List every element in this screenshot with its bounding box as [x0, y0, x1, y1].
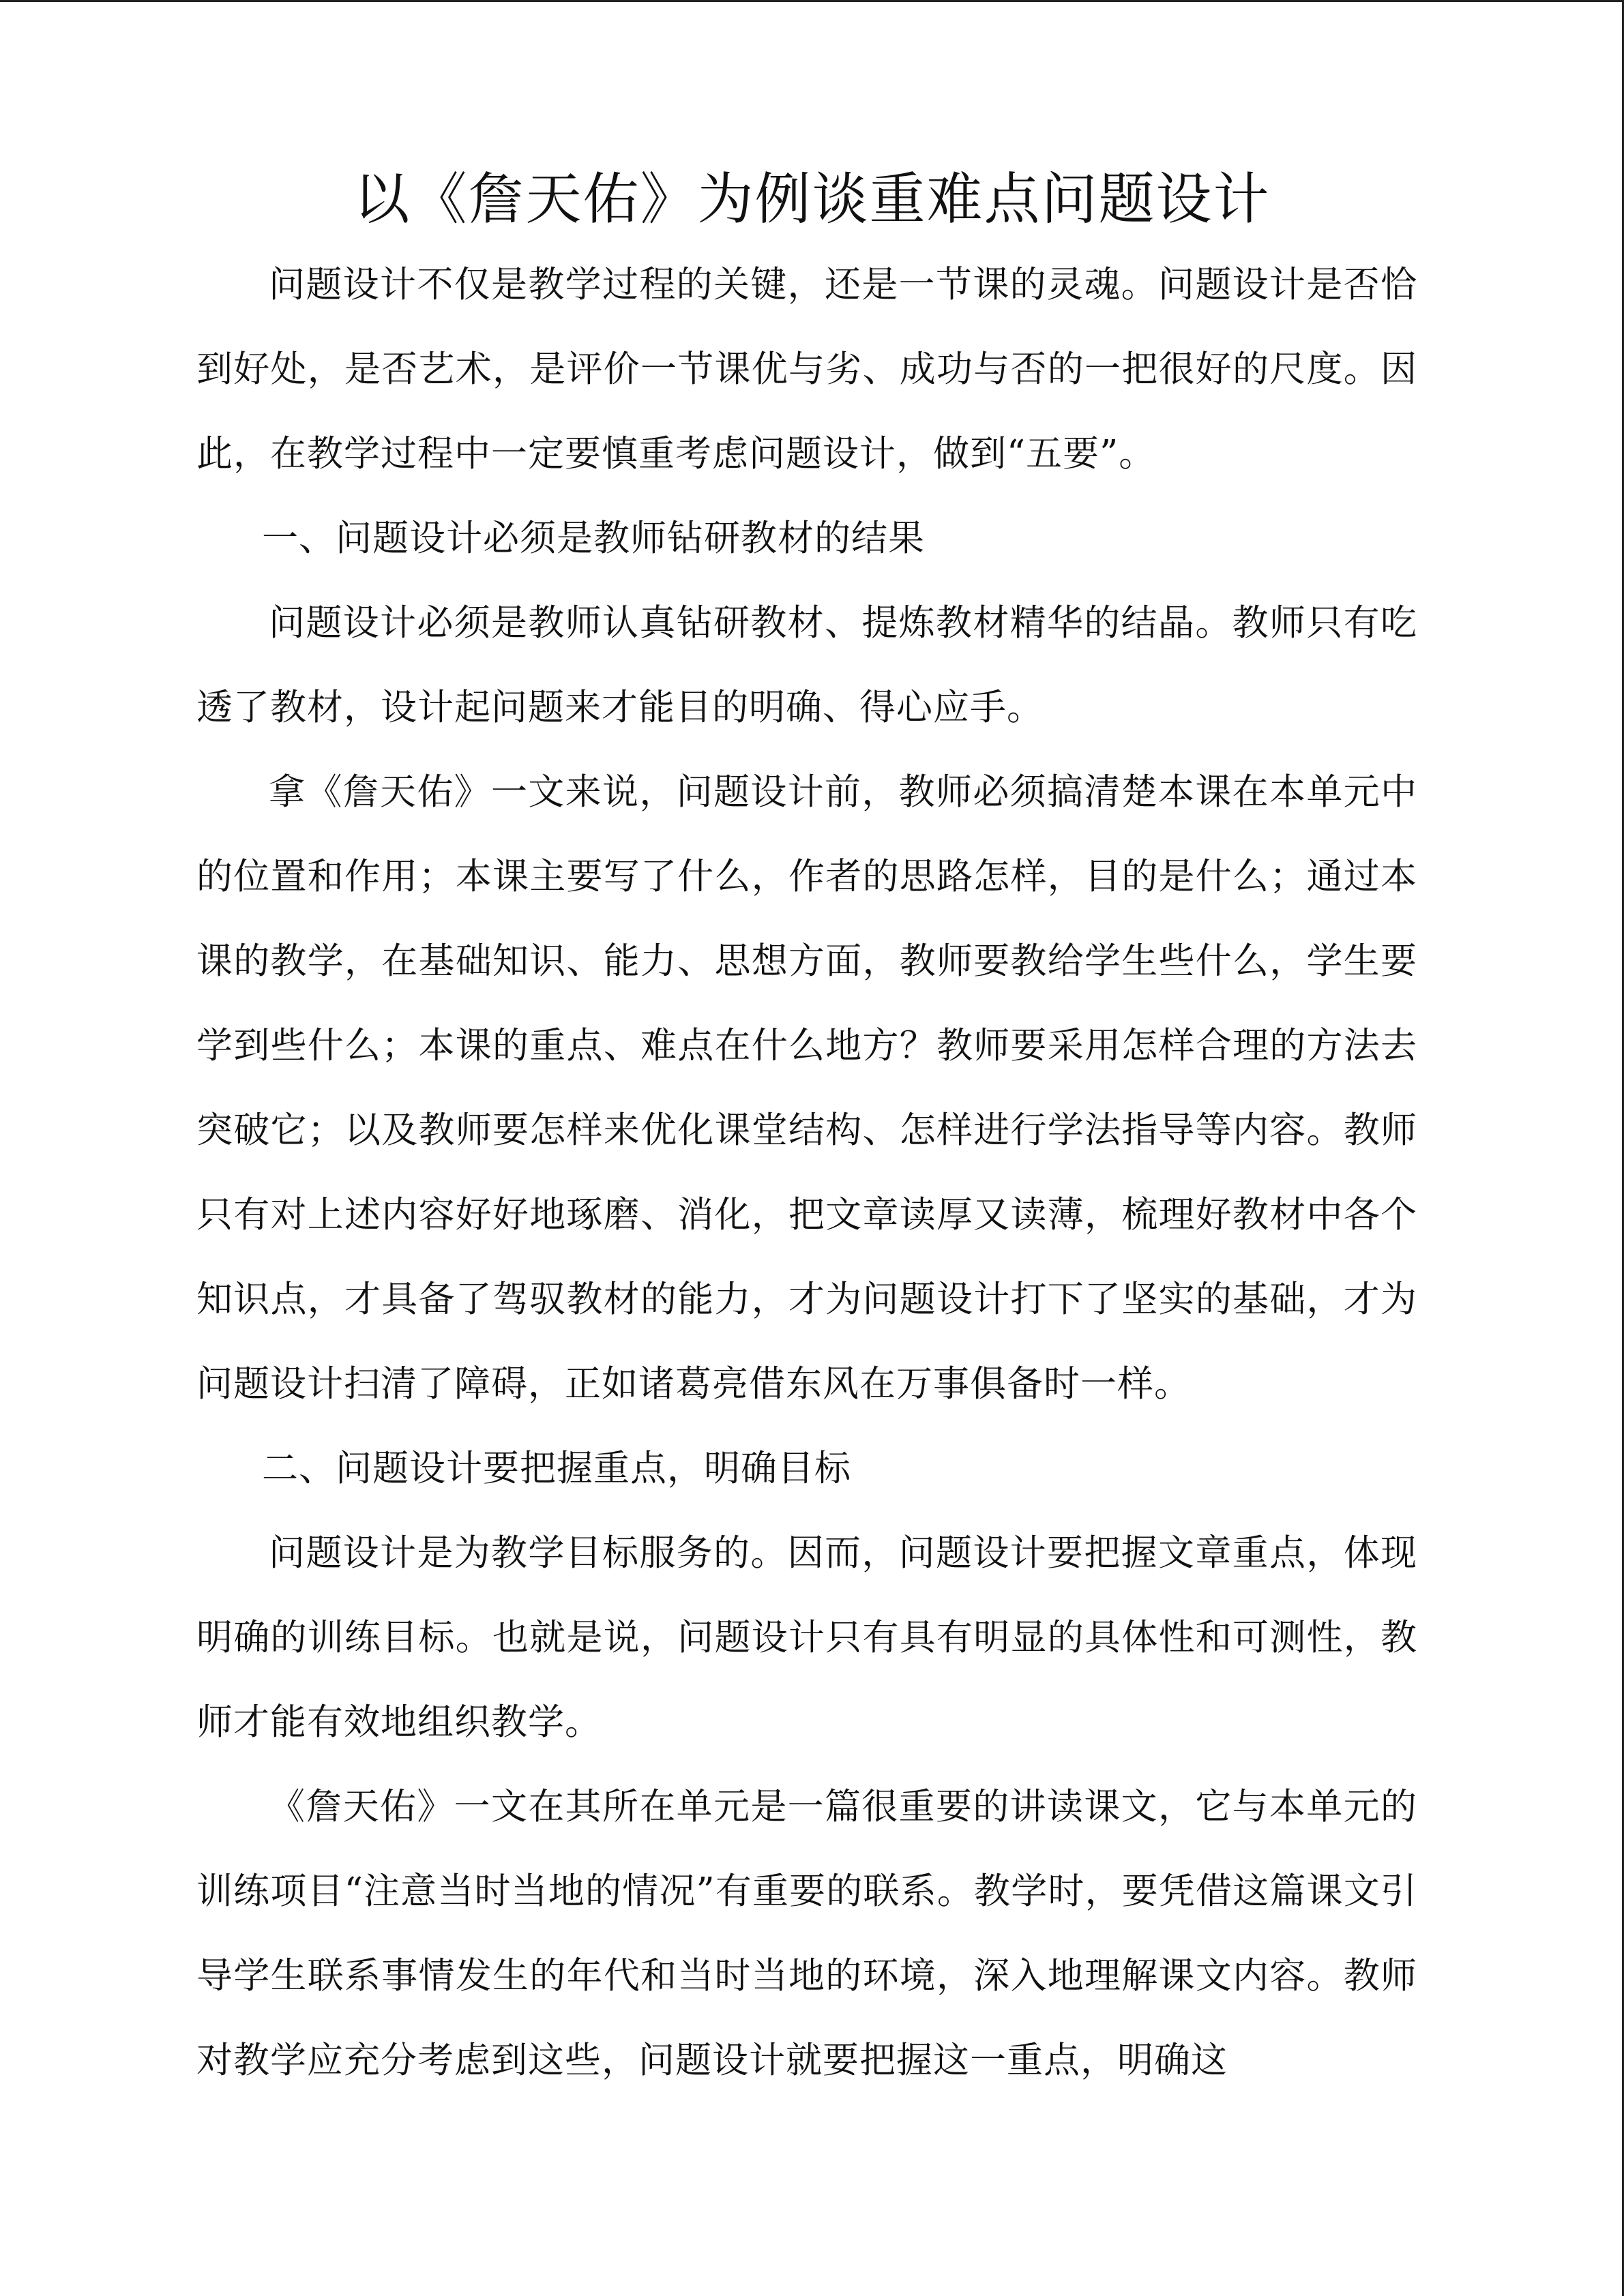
paragraph-section-1-b: 拿《詹天佑》一文来说，问题设计前，教师必须搞清楚本课在本单元中的位置和作用；本课主要写了什么，作者的思路怎样，目的是什么；通过本课的教学，在基础知识、能力、思想方面，教师要教给学生些什么，学生要学到些什么；本课的重点、难点在什么地方？教师要采用怎样合理的方法去突破它；以及教师要怎样来优化课堂结构、怎样进行学法指导等内容。教师只有对上述内容好好地琢磨、消化，把文章读厚又读薄，梳理好教材中各个知识点，才具备了驾驭教材的能力，才为问题设计打下了坚实的基础，才为问题设计扫清了障碍，正如诸葛亮借东风在万事俱备时一样。 [196, 771, 1417, 1405]
paragraph-intro: 问题设计不仅是教学过程的关键，还是一节课的灵魂。问题设计是否恰到好处，是否艺术，是评价一节课优与劣、成功与否的一把很好的尺度。因此，在教学过程中一定要慎重考虑问题设计，做到“五要”。 [196, 264, 1417, 475]
paragraph-section-2-b: 《詹天佑》一文在其所在单元是一篇很重要的讲读课文，它与本单元的训练项目“注意当时当地的情况”有重要的联系。教学时，要凭借这篇课文引导学生联系事情发生的年代和当时当地的环境，深入地理解课文内容。教师对教学应充分考虑到这些，问题设计就要把握这一重点，明确这 [196, 1786, 1417, 2081]
paragraph-section-2-a: 问题设计是为教学目标服务的。因而，问题设计要把握文章重点，体现明确的训练目标。也就是说，问题设计只有具有明显的具体性和可测性，教师才能有效地组织教学。 [196, 1532, 1417, 1743]
paragraph-section-1-a: 问题设计必须是教师认真钻研教材、提炼教材精华的结晶。教师只有吃透了教材，设计起问题来才能目的明确、得心应手。 [196, 602, 1417, 728]
document-body [196, 243, 1417, 2103]
page-top-border [0, 0, 1624, 2]
section-heading-2: 二、问题设计要把握重点，明确目标 [262, 1448, 851, 1489]
section-heading-1: 一、问题设计必须是教师钻研教材的结果 [262, 518, 925, 559]
document-title: 以《詹天佑》为例谈重难点问题设计 [353, 167, 1271, 232]
